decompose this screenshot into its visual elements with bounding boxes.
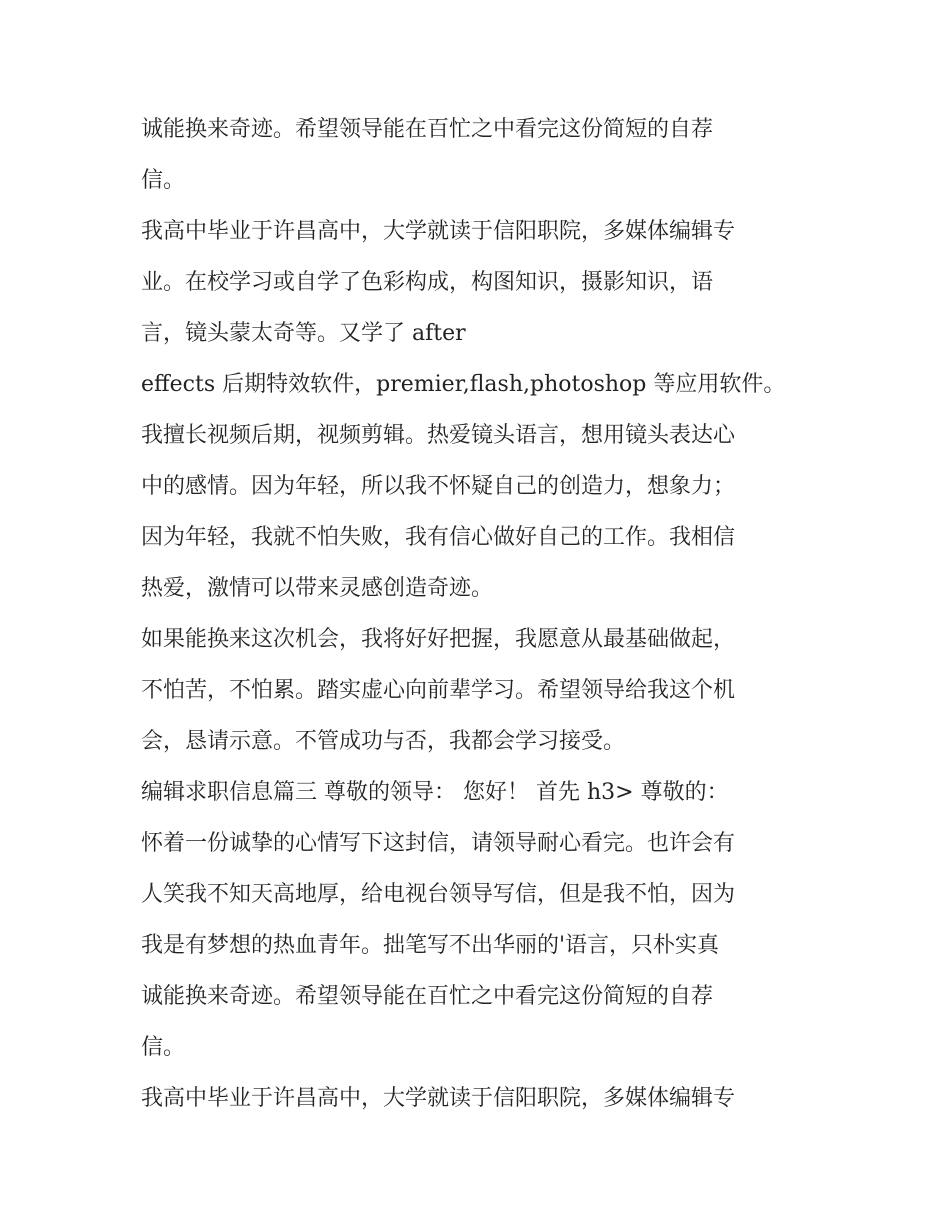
text-line: 我擅长视频后期，视频剪辑。热爱镜头语言，想用镜头表达心 bbox=[141, 423, 736, 448]
text-line: 信。 bbox=[141, 1035, 186, 1060]
text-line: effects 后期特效软件，premier,flash,photoshop 等应用软件。 bbox=[141, 372, 786, 397]
text-line: 不怕苦，不怕累。踏实虚心向前辈学习。希望领导给我这个机 bbox=[141, 678, 736, 703]
text-line: 编辑求职信息篇三 尊敬的领导： 您好！ 首先 h3> 尊敬的： bbox=[141, 780, 729, 805]
text-line: 会，恳请示意。不管成功与否，我都会学习接受。 bbox=[141, 729, 626, 754]
text-line: 我高中毕业于许昌高中，大学就读于信阳职院，多媒体编辑专 bbox=[141, 219, 736, 244]
text-line: 诚能换来奇迹。希望领导能在百忙之中看完这份简短的自荐 bbox=[141, 117, 714, 142]
text-line: 中的感情。因为年轻，所以我不怀疑自己的创造力，想象力； bbox=[141, 474, 736, 499]
body-text bbox=[141, 104, 841, 1124]
text-line: 我是有梦想的热血青年。拙笔写不出华丽的'语言，只朴实真 bbox=[141, 933, 720, 958]
text-line: 信。 bbox=[141, 168, 186, 193]
text-line: 怀着一份诚挚的心情写下这封信，请领导耐心看完。也许会有 bbox=[141, 831, 736, 856]
text-line: 言，镜头蒙太奇等。又学了 after bbox=[141, 321, 466, 346]
text-line: 业。在校学习或自学了色彩构成，构图知识，摄影知识，语 bbox=[141, 270, 714, 295]
text-line: 如果能换来这次机会，我将好好把握，我愿意从最基础做起， bbox=[141, 627, 736, 652]
text-line: 因为年轻，我就不怕失败，我有信心做好自己的工作。我相信 bbox=[141, 525, 736, 550]
text-line: 热爱，激情可以带来灵感创造奇迹。 bbox=[141, 576, 494, 601]
text-line: 人笑我不知天高地厚，给电视台领导写信，但是我不怕，因为 bbox=[141, 882, 736, 907]
text-line: 诚能换来奇迹。希望领导能在百忙之中看完这份简短的自荐 bbox=[141, 984, 714, 1009]
text-line: 我高中毕业于许昌高中，大学就读于信阳职院，多媒体编辑专 bbox=[141, 1086, 736, 1111]
